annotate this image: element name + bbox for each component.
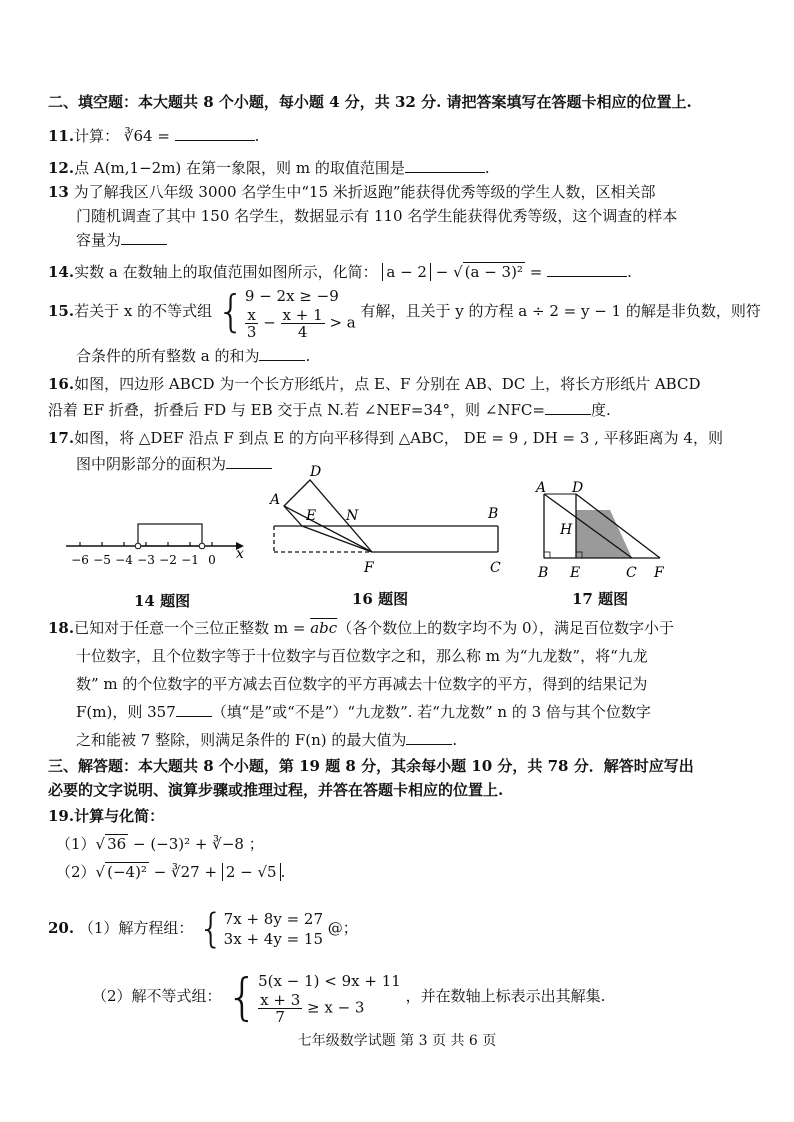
point-b: B — [488, 506, 499, 522]
caption-figure-17: 17 题图 — [572, 590, 629, 608]
answer-blank[interactable] — [121, 230, 167, 245]
point-n: N — [346, 508, 359, 524]
figure-16-folded-rectangle — [262, 462, 512, 582]
question-19-title: 19.计算与化简： — [48, 807, 165, 825]
point-d: D — [572, 480, 584, 496]
axis-variable: x — [236, 546, 244, 562]
point-h: H — [560, 522, 573, 538]
question-11: 11.计算： ∛64 = . — [48, 127, 260, 145]
question-18-line3: 数” m 的个位数字的平方减去百位数字的平方再减去十位数字的平方，得到的结果记为 — [76, 675, 648, 693]
question-18: 18.已知对于任意一个三位正整数 $m = \overline{abc}$（各个数位上的数字均不为 0），满足百位数字小于 — [48, 619, 675, 637]
question-13-line2: 门随机调查了其中 150 名学生，数据显示有 110 名学生能获得优秀等级，这个调查的样本 — [76, 207, 678, 225]
question-14: 14.实数 a 在数轴上的取值范围如图所示，化简： a − 2 − √ (a − 3)² = . — [48, 263, 632, 281]
caption-figure-14: 14 题图 — [134, 592, 191, 610]
section-3-heading: 三、解答题：本大题共 8 个小题，第 19 题 8 分，其余每小题 10 分，共 78 分．解答时应写出 — [48, 757, 694, 775]
axis-tick-label: −6 — [71, 553, 89, 567]
axis-tick-label: −5 — [93, 553, 111, 567]
question-12: 12.点 A(m,1−2m) 在第一象限，则 m 的取值范围是 . — [48, 159, 490, 177]
point-e: E — [570, 565, 581, 581]
question-13: 13 为了解我区八年级 3000 名学生中“15 米折返跑”能获得优秀等级的学生人数，区相关部 — [48, 183, 656, 201]
question-15-line2: 合条件的所有整数 a 的和为 . — [76, 347, 311, 365]
answer-blank[interactable] — [406, 730, 452, 745]
question-20-part2: （2）解不等式组： { 5(x − 1) < 9x + 11 $\frac{x + 3}{7}$ ≥ x − 3 ，并在数轴上标表示出其解集. — [92, 968, 606, 1026]
answer-blank[interactable] — [175, 126, 255, 141]
section-heading: 二、填空题：本大题共 8 个小题，每小题 4 分，共 32 分. 请把答案填写在答题卡相应的位置上. — [48, 93, 692, 111]
axis-tick-label: −3 — [137, 553, 155, 567]
point-d: D — [310, 464, 322, 480]
point-e: E — [306, 508, 317, 524]
question-15: 15.若关于 x 的不等式组 { 9 − 2x ≥ −9 $\frac{x}{3}$ − $\frac{x + 1}{4}$ > a 有解，且关于 y 的方程 a ÷ 2 = y − 1 的解是非负数，则符 — [48, 286, 761, 341]
figure-17-translated-triangles — [528, 480, 678, 585]
axis-tick-label: −1 — [181, 553, 199, 567]
answer-blank[interactable] — [259, 346, 305, 361]
point-a: A — [270, 492, 281, 508]
axis-tick-label: 0 — [208, 553, 216, 567]
answer-blank[interactable] — [547, 262, 627, 277]
axis-tick-label: −4 — [115, 553, 133, 567]
point-f: F — [654, 565, 664, 581]
point-c: C — [490, 560, 501, 576]
caption-figure-16: 16 题图 — [352, 590, 409, 608]
figure-14-number-line — [60, 500, 260, 580]
question-17: 17.如图，将 △DEF 沿点 F 到点 E 的方向平移得到 △ABC， DE = 9 , DH = 3 , 平移距离为 4，则 — [48, 429, 723, 447]
page-footer: 七年级数学试题 第 3 页 共 6 页 — [297, 1033, 497, 1049]
question-18-line5: 之和能被 7 整除，则满足条件的 F(n) 的最大值为 . — [76, 731, 458, 749]
axis-tick-label: −2 — [159, 553, 177, 567]
point-b: B — [538, 565, 549, 581]
question-19-part2: （2）√ (−4)² − ∛27 + 2 − √5 . — [56, 863, 286, 881]
question-18-line4: F(m)，则 357 （填“是”或“不是”）“九龙数”. 若“九龙数” n 的 3 倍与其个位数字 — [76, 703, 651, 721]
section-3-heading-line2: 必要的文字说明、演算步骤或推理过程，并答在答题卡相应的位置上. — [48, 781, 504, 799]
answer-blank[interactable] — [545, 400, 591, 415]
question-13-line3: 容量为 — [76, 230, 167, 250]
question-17-line2: 图中阴影部分的面积为 — [76, 454, 272, 474]
question-20-part1: 20. （1）解方程组： { 7x + 8y = 27 3x + 4y = 15 @； — [48, 906, 358, 952]
answer-blank[interactable] — [405, 158, 485, 173]
question-18-line2: 十位数字，且个位数字等于十位数字与百位数字之和，那么称 m 为“九龙数”，将“九龙 — [76, 647, 648, 665]
point-f: F — [364, 560, 374, 576]
point-a: A — [536, 480, 547, 496]
point-c: C — [626, 565, 637, 581]
answer-blank[interactable] — [176, 702, 212, 717]
question-16: 16.如图，四边形 ABCD 为一个长方形纸片，点 E、F 分别在 AB、DC 上，将长方形纸片 ABCD — [48, 375, 701, 393]
question-16-line2: 沿着 EF 折叠，折叠后 FD 与 EB 交于点 N.若 ∠NEF=34°，则 ∠NFC= 度. — [48, 401, 611, 419]
question-19-part1: （1）√ 36 − (−3)² + ∛−8 ； — [56, 835, 264, 853]
